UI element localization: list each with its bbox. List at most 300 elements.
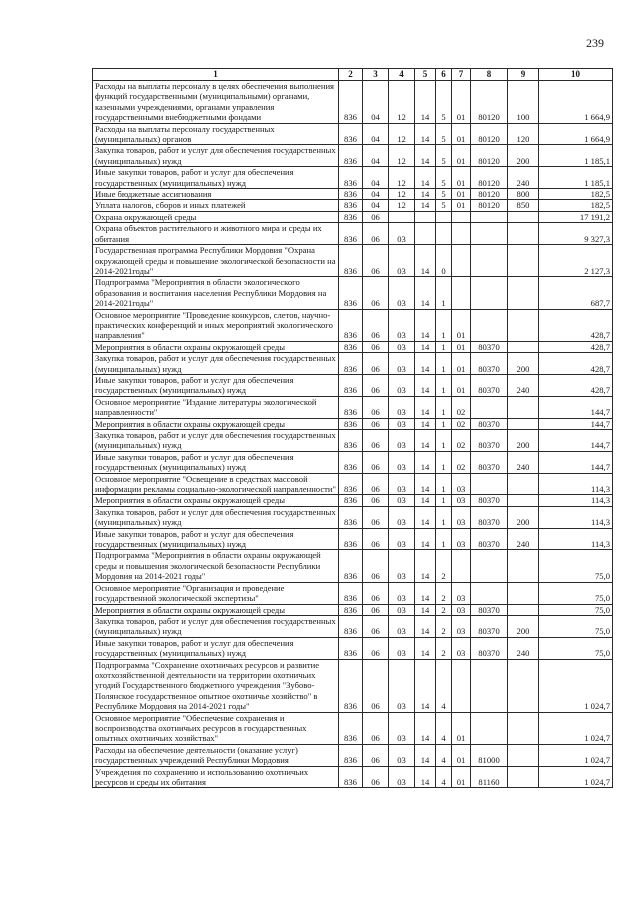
cell-expense-type bbox=[508, 418, 539, 429]
table-row bbox=[93, 200, 613, 211]
cell-program: 14 bbox=[415, 189, 436, 200]
cell-measure: 03 bbox=[452, 604, 471, 615]
cell-section: 06 bbox=[363, 637, 389, 659]
cell-chapter: 836 bbox=[339, 430, 363, 452]
cell-subprogram: 1 bbox=[436, 506, 452, 528]
cell-expense-type: 200 bbox=[508, 506, 539, 528]
cell-chapter: 836 bbox=[339, 167, 363, 189]
cell-program: 14 bbox=[415, 615, 436, 637]
cell-measure bbox=[452, 277, 471, 309]
cell-section: 06 bbox=[363, 473, 389, 495]
row-name: Основное мероприятие "Обеспечение сохранения и воспроизводства охотничьих ресурсов в государственных опытных охотничьих хозяйствах" bbox=[93, 712, 339, 744]
cell-program: 14 bbox=[415, 353, 436, 375]
cell-expense-type bbox=[508, 744, 539, 766]
page-number: 239 bbox=[586, 36, 604, 50]
cell-chapter: 836 bbox=[339, 550, 363, 582]
cell-measure: 03 bbox=[452, 495, 471, 506]
cell-chapter: 836 bbox=[339, 615, 363, 637]
cell-subprogram bbox=[436, 223, 452, 245]
cell-section: 06 bbox=[363, 495, 389, 506]
cell-program bbox=[415, 211, 436, 222]
cell-amount: 428,7 bbox=[539, 341, 613, 352]
cell-section: 04 bbox=[363, 167, 389, 189]
cell-direction bbox=[471, 659, 508, 712]
cell-amount: 9 327,3 bbox=[539, 223, 613, 245]
cell-direction: 80120 bbox=[471, 81, 508, 124]
cell-amount: 1 024,7 bbox=[539, 659, 613, 712]
cell-direction bbox=[471, 245, 508, 277]
cell-amount: 2 127,3 bbox=[539, 245, 613, 277]
table-row bbox=[93, 81, 613, 124]
cell-program: 14 bbox=[415, 528, 436, 550]
cell-expense-type: 240 bbox=[508, 451, 539, 473]
cell-program: 14 bbox=[415, 637, 436, 659]
cell-chapter: 836 bbox=[339, 418, 363, 429]
row-name: Мероприятия в области охраны окружающей среды bbox=[93, 495, 339, 506]
cell-direction: 80120 bbox=[471, 200, 508, 211]
cell-subsection: 03 bbox=[389, 396, 415, 418]
header-cell: 6 bbox=[436, 69, 452, 81]
cell-expense-type: 100 bbox=[508, 81, 539, 124]
row-name: Закупка товаров, работ и услуг для обеспечения государственных (муниципальных) нужд bbox=[93, 145, 339, 167]
header-cell: 9 bbox=[508, 69, 539, 81]
table-row bbox=[93, 309, 613, 341]
cell-subsection: 12 bbox=[389, 123, 415, 145]
table-row bbox=[93, 582, 613, 604]
cell-subsection: 03 bbox=[389, 659, 415, 712]
table-row bbox=[93, 506, 613, 528]
cell-program: 14 bbox=[415, 245, 436, 277]
cell-program: 14 bbox=[415, 309, 436, 341]
table-row bbox=[93, 766, 613, 788]
cell-subsection: 03 bbox=[389, 615, 415, 637]
cell-amount: 1 024,7 bbox=[539, 744, 613, 766]
cell-subprogram: 4 bbox=[436, 744, 452, 766]
row-name: Охрана окружающей среды bbox=[93, 211, 339, 222]
cell-chapter: 836 bbox=[339, 604, 363, 615]
table-row bbox=[93, 353, 613, 375]
cell-subsection: 03 bbox=[389, 604, 415, 615]
cell-subsection: 03 bbox=[389, 582, 415, 604]
cell-program: 14 bbox=[415, 495, 436, 506]
table-row bbox=[93, 744, 613, 766]
cell-chapter: 836 bbox=[339, 223, 363, 245]
cell-subsection: 03 bbox=[389, 309, 415, 341]
row-name: Мероприятия в области охраны окружающей среды bbox=[93, 341, 339, 352]
cell-amount: 17 191,2 bbox=[539, 211, 613, 222]
header-cell: 5 bbox=[415, 69, 436, 81]
cell-expense-type bbox=[508, 211, 539, 222]
cell-amount: 75,0 bbox=[539, 550, 613, 582]
cell-subsection: 03 bbox=[389, 341, 415, 352]
cell-subprogram: 5 bbox=[436, 200, 452, 211]
header-cell: 7 bbox=[452, 69, 471, 81]
cell-expense-type bbox=[508, 495, 539, 506]
cell-subprogram: 4 bbox=[436, 766, 452, 788]
cell-chapter: 836 bbox=[339, 200, 363, 211]
cell-section: 06 bbox=[363, 506, 389, 528]
cell-subprogram: 2 bbox=[436, 604, 452, 615]
row-name: Расходы на выплаты персоналу в целях обеспечения выполнения функций государственными (муниципальными) органами, казенными учреждениями, органами управления государственными внебюджетными фондами bbox=[93, 81, 339, 124]
cell-measure: 01 bbox=[452, 712, 471, 744]
cell-section: 06 bbox=[363, 659, 389, 712]
cell-direction bbox=[471, 473, 508, 495]
cell-program: 14 bbox=[415, 277, 436, 309]
cell-amount: 1 024,7 bbox=[539, 712, 613, 744]
cell-subsection: 03 bbox=[389, 245, 415, 277]
cell-direction: 80370 bbox=[471, 430, 508, 452]
cell-measure bbox=[452, 211, 471, 222]
header-cell: 10 bbox=[539, 69, 613, 81]
cell-program: 14 bbox=[415, 766, 436, 788]
cell-program: 14 bbox=[415, 418, 436, 429]
cell-amount: 1 185,1 bbox=[539, 167, 613, 189]
cell-section: 06 bbox=[363, 353, 389, 375]
cell-chapter: 836 bbox=[339, 766, 363, 788]
cell-program: 14 bbox=[415, 341, 436, 352]
cell-amount: 114,3 bbox=[539, 495, 613, 506]
cell-direction bbox=[471, 223, 508, 245]
cell-program: 14 bbox=[415, 712, 436, 744]
cell-direction: 80370 bbox=[471, 637, 508, 659]
cell-expense-type bbox=[508, 396, 539, 418]
cell-subsection: 03 bbox=[389, 430, 415, 452]
cell-measure: 03 bbox=[452, 528, 471, 550]
row-name: Основное мероприятие "Освещение в средствах массовой информации рекламы социально-экологической направленности" bbox=[93, 473, 339, 495]
cell-amount: 1 185,1 bbox=[539, 145, 613, 167]
cell-expense-type bbox=[508, 473, 539, 495]
cell-amount: 428,7 bbox=[539, 374, 613, 396]
cell-amount: 1 664,9 bbox=[539, 123, 613, 145]
cell-section: 06 bbox=[363, 604, 389, 615]
cell-measure bbox=[452, 550, 471, 582]
cell-amount: 114,3 bbox=[539, 506, 613, 528]
cell-direction: 80120 bbox=[471, 167, 508, 189]
cell-section: 06 bbox=[363, 418, 389, 429]
row-name: Учреждения по сохранению и использованию охотничьих ресурсов и среды их обитания bbox=[93, 766, 339, 788]
cell-subprogram: 1 bbox=[436, 473, 452, 495]
cell-direction: 80370 bbox=[471, 506, 508, 528]
cell-expense-type bbox=[508, 341, 539, 352]
table-row bbox=[93, 123, 613, 145]
table-row bbox=[93, 223, 613, 245]
header-cell: 8 bbox=[471, 69, 508, 81]
row-name: Иные закупки товаров, работ и услуг для обеспечения государственных (муниципальных) нужд bbox=[93, 167, 339, 189]
cell-section: 06 bbox=[363, 245, 389, 277]
cell-measure: 01 bbox=[452, 766, 471, 788]
cell-subsection: 03 bbox=[389, 528, 415, 550]
cell-chapter: 836 bbox=[339, 81, 363, 124]
cell-program: 14 bbox=[415, 604, 436, 615]
row-name: Государственная программа Республики Мордовия "Охрана окружающей среды и повышение экологической безопасности на 2014-2021годы" bbox=[93, 245, 339, 277]
cell-measure: 01 bbox=[452, 81, 471, 124]
cell-direction bbox=[471, 277, 508, 309]
cell-subprogram: 1 bbox=[436, 353, 452, 375]
cell-subprogram: 5 bbox=[436, 189, 452, 200]
row-name: Подпрограмма "Мероприятия в области экологического образования и воспитания населения Республики Мордовия на 2014-2021годы" bbox=[93, 277, 339, 309]
cell-direction: 81000 bbox=[471, 744, 508, 766]
row-name: Уплата налогов, сборов и иных платежей bbox=[93, 200, 339, 211]
cell-amount: 75,0 bbox=[539, 615, 613, 637]
cell-direction bbox=[471, 309, 508, 341]
cell-program: 14 bbox=[415, 430, 436, 452]
table-row bbox=[93, 418, 613, 429]
cell-section: 06 bbox=[363, 309, 389, 341]
cell-program: 14 bbox=[415, 374, 436, 396]
cell-subprogram: 1 bbox=[436, 277, 452, 309]
cell-amount: 75,0 bbox=[539, 582, 613, 604]
header-cell: 1 bbox=[93, 69, 339, 81]
row-name: Основное мероприятие "Издание литературы экологической направленности" bbox=[93, 396, 339, 418]
cell-section: 06 bbox=[363, 582, 389, 604]
cell-chapter: 836 bbox=[339, 374, 363, 396]
cell-measure bbox=[452, 223, 471, 245]
cell-chapter: 836 bbox=[339, 637, 363, 659]
row-name: Подпрограмма "Мероприятия в области охраны окружающей среды и повышения экологической безопасности Республики Мордовия на 2014-2021 годы" bbox=[93, 550, 339, 582]
cell-subsection: 03 bbox=[389, 506, 415, 528]
row-name: Основное мероприятие "Организация и проведение государственной экологической экспертизы" bbox=[93, 582, 339, 604]
cell-measure: 02 bbox=[452, 396, 471, 418]
cell-direction: 80120 bbox=[471, 189, 508, 200]
cell-subprogram: 1 bbox=[436, 528, 452, 550]
row-name: Закупка товаров, работ и услуг для обеспечения государственных (муниципальных) нужд bbox=[93, 506, 339, 528]
cell-subsection: 03 bbox=[389, 744, 415, 766]
cell-measure: 03 bbox=[452, 473, 471, 495]
cell-expense-type bbox=[508, 277, 539, 309]
cell-chapter: 836 bbox=[339, 123, 363, 145]
table-row bbox=[93, 615, 613, 637]
cell-chapter: 836 bbox=[339, 712, 363, 744]
cell-amount: 428,7 bbox=[539, 309, 613, 341]
cell-expense-type: 200 bbox=[508, 430, 539, 452]
cell-subprogram: 1 bbox=[436, 374, 452, 396]
cell-expense-type bbox=[508, 659, 539, 712]
header-cell: 2 bbox=[339, 69, 363, 81]
cell-direction: 80370 bbox=[471, 604, 508, 615]
cell-amount: 75,0 bbox=[539, 637, 613, 659]
cell-section: 04 bbox=[363, 123, 389, 145]
cell-subprogram bbox=[436, 211, 452, 222]
cell-chapter: 836 bbox=[339, 473, 363, 495]
cell-expense-type bbox=[508, 223, 539, 245]
cell-expense-type bbox=[508, 245, 539, 277]
cell-expense-type bbox=[508, 712, 539, 744]
table-row bbox=[93, 637, 613, 659]
cell-subsection: 03 bbox=[389, 766, 415, 788]
cell-subsection bbox=[389, 211, 415, 222]
cell-chapter: 836 bbox=[339, 506, 363, 528]
cell-expense-type: 240 bbox=[508, 637, 539, 659]
row-name: Закупка товаров, работ и услуг для обеспечения государственных (муниципальных) нужд bbox=[93, 430, 339, 452]
table-row bbox=[93, 374, 613, 396]
cell-section: 06 bbox=[363, 712, 389, 744]
cell-subprogram: 2 bbox=[436, 615, 452, 637]
cell-section: 04 bbox=[363, 81, 389, 124]
cell-amount: 144,7 bbox=[539, 430, 613, 452]
cell-chapter: 836 bbox=[339, 582, 363, 604]
cell-expense-type: 200 bbox=[508, 145, 539, 167]
header-cell: 4 bbox=[389, 69, 415, 81]
cell-direction: 80370 bbox=[471, 615, 508, 637]
cell-measure: 01 bbox=[452, 374, 471, 396]
row-name: Расходы на выплаты персоналу государственных (муниципальных) органов bbox=[93, 123, 339, 145]
row-name: Иные закупки товаров, работ и услуг для обеспечения государственных (муниципальных) нужд bbox=[93, 637, 339, 659]
cell-subsection: 03 bbox=[389, 495, 415, 506]
table-row bbox=[93, 495, 613, 506]
table-row bbox=[93, 473, 613, 495]
cell-direction: 80370 bbox=[471, 353, 508, 375]
cell-measure: 01 bbox=[452, 123, 471, 145]
cell-amount: 428,7 bbox=[539, 353, 613, 375]
cell-expense-type: 850 bbox=[508, 200, 539, 211]
cell-expense-type bbox=[508, 582, 539, 604]
cell-direction: 80120 bbox=[471, 145, 508, 167]
cell-subprogram: 1 bbox=[436, 396, 452, 418]
cell-program: 14 bbox=[415, 744, 436, 766]
cell-subprogram: 1 bbox=[436, 341, 452, 352]
cell-amount: 687,7 bbox=[539, 277, 613, 309]
cell-measure bbox=[452, 245, 471, 277]
cell-section: 06 bbox=[363, 211, 389, 222]
table-row bbox=[93, 430, 613, 452]
cell-measure: 01 bbox=[452, 200, 471, 211]
cell-amount: 182,5 bbox=[539, 200, 613, 211]
cell-expense-type: 800 bbox=[508, 189, 539, 200]
row-name: Закупка товаров, работ и услуг для обеспечения государственных (муниципальных) нужд bbox=[93, 615, 339, 637]
table-row bbox=[93, 396, 613, 418]
cell-subprogram: 2 bbox=[436, 637, 452, 659]
table-header-row bbox=[93, 69, 613, 81]
cell-program: 14 bbox=[415, 582, 436, 604]
cell-expense-type: 120 bbox=[508, 123, 539, 145]
table-row bbox=[93, 245, 613, 277]
cell-direction bbox=[471, 550, 508, 582]
table-row bbox=[93, 145, 613, 167]
cell-section: 06 bbox=[363, 374, 389, 396]
cell-amount: 182,5 bbox=[539, 189, 613, 200]
cell-expense-type bbox=[508, 766, 539, 788]
row-name: Мероприятия в области охраны окружающей среды bbox=[93, 418, 339, 429]
row-name: Подпрограмма "Сохранение охотничьих ресурсов и развитие охотхозяйственной деятельности на территории охотничьих угодий Государственного бюджетного учреждения "Зубово-Полянское государственное опытное охотничье хозяйство" в Республике Мордовия на 2014-2021 годы" bbox=[93, 659, 339, 712]
cell-direction: 81160 bbox=[471, 766, 508, 788]
cell-amount: 114,3 bbox=[539, 473, 613, 495]
cell-chapter: 836 bbox=[339, 309, 363, 341]
cell-program: 14 bbox=[415, 200, 436, 211]
cell-direction bbox=[471, 211, 508, 222]
cell-amount: 144,7 bbox=[539, 418, 613, 429]
cell-expense-type bbox=[508, 604, 539, 615]
cell-section: 04 bbox=[363, 200, 389, 211]
cell-section: 06 bbox=[363, 277, 389, 309]
cell-subsection: 03 bbox=[389, 277, 415, 309]
table-row bbox=[93, 451, 613, 473]
cell-subsection: 03 bbox=[389, 223, 415, 245]
cell-section: 06 bbox=[363, 430, 389, 452]
cell-chapter: 836 bbox=[339, 189, 363, 200]
cell-measure: 03 bbox=[452, 582, 471, 604]
cell-subprogram: 1 bbox=[436, 495, 452, 506]
cell-measure: 01 bbox=[452, 309, 471, 341]
cell-program: 14 bbox=[415, 167, 436, 189]
cell-program: 14 bbox=[415, 451, 436, 473]
cell-section: 06 bbox=[363, 223, 389, 245]
cell-amount: 144,7 bbox=[539, 451, 613, 473]
cell-measure: 01 bbox=[452, 341, 471, 352]
cell-program bbox=[415, 223, 436, 245]
cell-amount: 1 024,7 bbox=[539, 766, 613, 788]
cell-subsection: 12 bbox=[389, 145, 415, 167]
cell-measure: 03 bbox=[452, 615, 471, 637]
table-row bbox=[93, 341, 613, 352]
cell-subsection: 03 bbox=[389, 637, 415, 659]
table-row bbox=[93, 604, 613, 615]
row-name: Иные закупки товаров, работ и услуг для обеспечения государственных (муниципальных) нужд bbox=[93, 374, 339, 396]
cell-program: 14 bbox=[415, 123, 436, 145]
cell-direction bbox=[471, 712, 508, 744]
table-row bbox=[93, 550, 613, 582]
cell-direction: 80120 bbox=[471, 123, 508, 145]
cell-measure: 03 bbox=[452, 637, 471, 659]
cell-direction: 80370 bbox=[471, 341, 508, 352]
cell-section: 06 bbox=[363, 550, 389, 582]
cell-measure: 01 bbox=[452, 145, 471, 167]
cell-measure: 01 bbox=[452, 353, 471, 375]
cell-direction bbox=[471, 396, 508, 418]
cell-program: 14 bbox=[415, 396, 436, 418]
cell-subprogram: 1 bbox=[436, 430, 452, 452]
table-row bbox=[93, 167, 613, 189]
cell-section: 06 bbox=[363, 341, 389, 352]
table-body bbox=[93, 81, 613, 788]
cell-expense-type bbox=[508, 309, 539, 341]
row-name: Закупка товаров, работ и услуг для обеспечения государственных (муниципальных) нужд bbox=[93, 353, 339, 375]
cell-expense-type: 200 bbox=[508, 615, 539, 637]
cell-measure: 02 bbox=[452, 451, 471, 473]
cell-direction bbox=[471, 582, 508, 604]
cell-measure: 01 bbox=[452, 167, 471, 189]
cell-expense-type: 240 bbox=[508, 374, 539, 396]
cell-amount: 75,0 bbox=[539, 604, 613, 615]
cell-direction: 80370 bbox=[471, 495, 508, 506]
cell-subsection: 12 bbox=[389, 200, 415, 211]
cell-section: 06 bbox=[363, 615, 389, 637]
cell-section: 06 bbox=[363, 744, 389, 766]
cell-chapter: 836 bbox=[339, 245, 363, 277]
cell-subprogram: 2 bbox=[436, 582, 452, 604]
cell-section: 06 bbox=[363, 396, 389, 418]
cell-section: 06 bbox=[363, 766, 389, 788]
cell-chapter: 836 bbox=[339, 277, 363, 309]
cell-subsection: 12 bbox=[389, 81, 415, 124]
cell-program: 14 bbox=[415, 659, 436, 712]
cell-subprogram: 4 bbox=[436, 712, 452, 744]
cell-measure: 02 bbox=[452, 418, 471, 429]
cell-subsection: 03 bbox=[389, 451, 415, 473]
row-name: Охрана объектов растительного и животного мира и среды их обитания bbox=[93, 223, 339, 245]
cell-direction: 80370 bbox=[471, 374, 508, 396]
cell-program: 14 bbox=[415, 81, 436, 124]
cell-subprogram: 0 bbox=[436, 245, 452, 277]
cell-subprogram: 5 bbox=[436, 81, 452, 124]
cell-subsection: 12 bbox=[389, 189, 415, 200]
cell-chapter: 836 bbox=[339, 495, 363, 506]
cell-chapter: 836 bbox=[339, 145, 363, 167]
cell-subprogram: 4 bbox=[436, 659, 452, 712]
cell-amount: 1 664,9 bbox=[539, 81, 613, 124]
cell-program: 14 bbox=[415, 506, 436, 528]
cell-chapter: 836 bbox=[339, 744, 363, 766]
cell-section: 06 bbox=[363, 528, 389, 550]
